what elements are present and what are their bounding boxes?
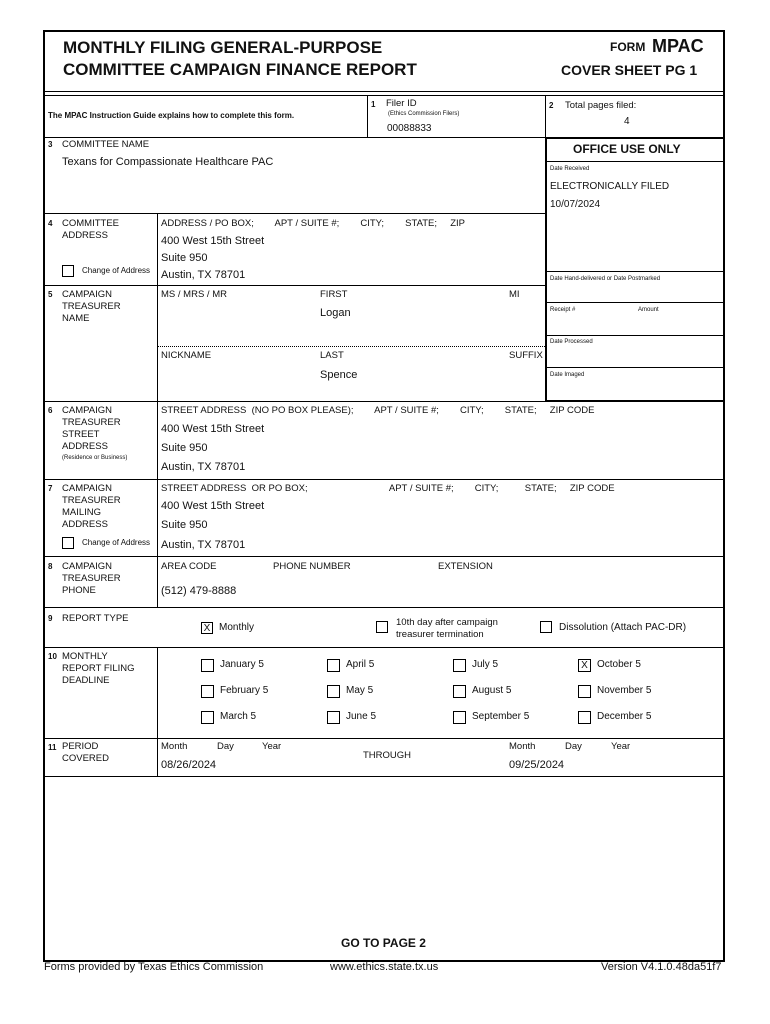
form-word: FORM <box>610 40 646 54</box>
period-to: 09/25/2024 <box>509 759 565 771</box>
treasurer-first-name: Logan <box>320 307 351 319</box>
deadline-september-5-checkbox[interactable] <box>453 711 466 724</box>
report-type-monthly-checkbox[interactable]: X <box>201 622 213 634</box>
date-received-line2: 10/07/2024 <box>550 199 601 210</box>
deadline-november-5-checkbox[interactable] <box>578 685 591 698</box>
report-type-tenth-day-checkbox[interactable] <box>376 621 388 633</box>
deadline-december-5-label: December 5 <box>597 711 652 722</box>
period-from: 08/26/2024 <box>161 759 217 771</box>
deadline-may-5-label: May 5 <box>346 685 374 696</box>
cover-sheet-label: COVER SHEET PG 1 <box>561 62 698 78</box>
deadline-may-5-checkbox[interactable] <box>327 685 340 698</box>
filer-id-label: Filer ID <box>386 98 417 109</box>
deadline-february-5-label: February 5 <box>220 685 269 696</box>
deadline-march-5-label: March 5 <box>220 711 257 722</box>
committee-name-label: COMMITTEE NAME <box>62 139 150 150</box>
office-use-box <box>545 137 725 402</box>
mailing-change-of-address-checkbox[interactable] <box>62 537 74 549</box>
deadline-october-5-checkbox[interactable]: X <box>578 659 591 672</box>
deadline-april-5-checkbox[interactable] <box>327 659 340 672</box>
total-pages-value: 4 <box>624 116 630 127</box>
deadline-march-5-checkbox[interactable] <box>201 711 214 724</box>
deadline-october-5-label: October 5 <box>597 659 641 670</box>
deadline-december-5-checkbox[interactable] <box>578 711 591 724</box>
footer-url[interactable]: www.ethics.state.tx.us <box>330 961 439 973</box>
deadline-february-5-checkbox[interactable] <box>201 685 214 698</box>
deadline-july-5-label: July 5 <box>472 659 499 670</box>
deadline-june-5-checkbox[interactable] <box>327 711 340 724</box>
committee-name-value: Texans for Compassionate Healthcare PAC <box>62 156 274 168</box>
deadline-july-5-checkbox[interactable] <box>453 659 466 672</box>
instruction-text: The MPAC Instruction Guide explains how to complete this form. <box>48 111 295 120</box>
deadline-august-5-label: August 5 <box>472 685 512 696</box>
treasurer-last-name: Spence <box>320 369 358 381</box>
form-title-line1: MONTHLY FILING GENERAL-PURPOSE <box>63 38 383 57</box>
form-code: MPAC <box>652 36 704 56</box>
deadline-june-5-label: June 5 <box>346 711 377 722</box>
deadline-september-5-label: September 5 <box>472 711 530 722</box>
date-received-line1: ELECTRONICALLY FILED <box>550 181 670 192</box>
committee-address-header: ADDRESS / PO BOX; APT / SUITE #; CITY; STATE; ZIP <box>161 218 465 229</box>
footer-left: Forms provided by Texas Ethics Commission <box>44 961 264 973</box>
filer-id-value: 00088833 <box>387 123 432 134</box>
report-type-dissolution-checkbox[interactable] <box>540 621 552 633</box>
deadline-april-5-label: April 5 <box>346 659 375 670</box>
deadline-november-5-label: November 5 <box>597 685 652 696</box>
deadline-january-5-label: January 5 <box>220 659 264 670</box>
total-pages-label: Total pages filed: <box>565 100 637 111</box>
office-use-title: OFFICE USE ONLY <box>573 142 681 156</box>
form-title-line2: COMMITTEE CAMPAIGN FINANCE REPORT <box>63 60 417 79</box>
treasurer-phone-value: (512) 479-8888 <box>161 585 237 597</box>
footer-version: Version V4.1.0.48da51f7 <box>601 961 722 973</box>
deadline-august-5-checkbox[interactable] <box>453 685 466 698</box>
deadline-january-5-checkbox[interactable] <box>201 659 214 672</box>
go-to-page-2: GO TO PAGE 2 <box>341 936 426 950</box>
committee-change-of-address-checkbox[interactable] <box>62 265 74 277</box>
